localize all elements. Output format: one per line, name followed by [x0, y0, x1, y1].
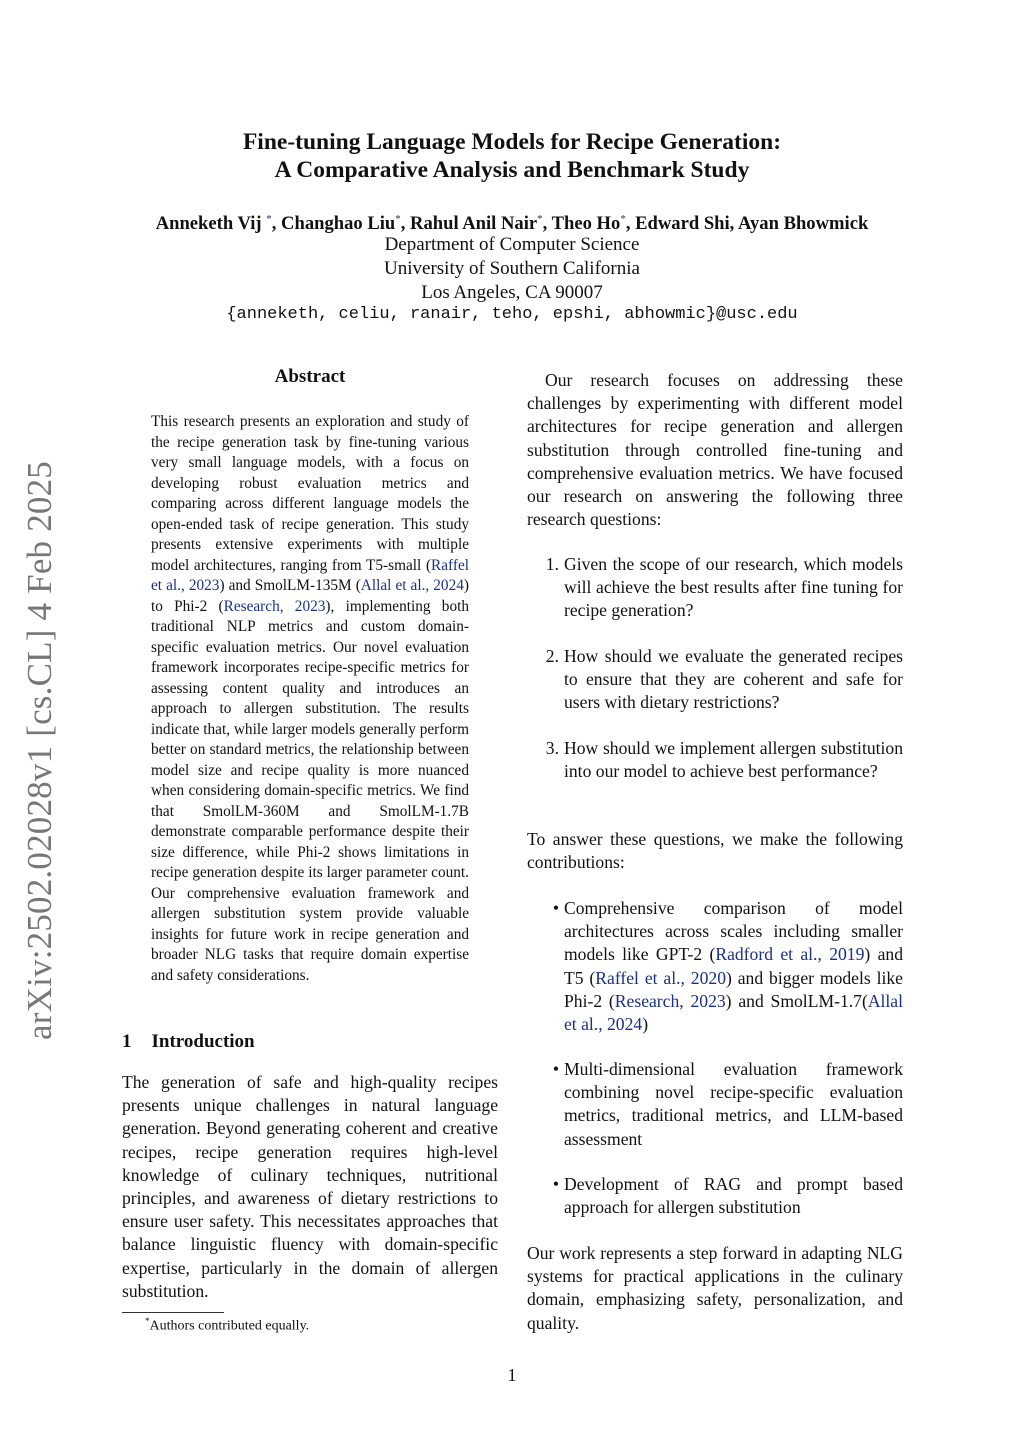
page-number: 1 [507, 1365, 517, 1385]
contribution-text [564, 897, 903, 1036]
footnote-text: Authors contributed equally. [149, 1318, 310, 1334]
author-names-rest: Edward Shi, Ayan Bhowmick [635, 213, 869, 235]
citation-link[interactable]: Research, 2023 [223, 597, 326, 615]
section-number: 1 [122, 1031, 132, 1052]
section-title: Introduction [151, 1031, 255, 1052]
arxiv-side-stamp: arXiv:2502.02028v1 [cs.CL] 4 Feb 2025 [20, 460, 59, 1040]
affiliation-department: Department of Computer Science [384, 234, 640, 255]
contribution-text-part: ) and bigger models like Phi-2 ( [564, 967, 903, 1011]
bullet-marker: • [552, 1174, 559, 1194]
equal-contribution-mark[interactable]: * [266, 213, 272, 225]
bullet-marker: • [552, 898, 559, 918]
research-question-item [527, 737, 903, 783]
author-name: Changhao Liu [281, 213, 396, 235]
contribution-text-part: ) [642, 1014, 649, 1035]
contribution-text: Multi-dimensional evaluation framework combining novel recipe-specific evaluation metrics, traditional metrics, and LLM-based assessment [564, 1059, 903, 1149]
abstract-text: ), implementing both traditional NLP metrics and custom domain-specific evaluation metrics. Our novel evaluation framework incorporates recipe-specific metrics for assessing content quality and introduces an approach to allergen substitution. The results indicate that, while larger models generally perform better on standard metrics, the relationship between model size and recipe quality is more nuanced when considering domain-specific metrics. We find that SmolLM-360M and SmolLM-1.7B demonstrate comparable performance despite their size difference, while Phi-2 shows limitations in recipe generation despite its larger parameter count. Our comprehensive evaluation framework and allergen substitution system provide valuable insights for future work in recipe generation and broader NLG tasks that require domain expertise and safety considerations. [151, 597, 469, 984]
contribution-text: Development of RAG and prompt based approach for allergen substitution [564, 1174, 903, 1218]
citation-link[interactable]: Research, 2023 [614, 990, 726, 1011]
closing-paragraph: Our work represents a step forward in adapting NLG systems for practical applications in the culinary domain, emphasizing safety, personalization, and quality. [527, 1243, 903, 1333]
abstract-text: ) and SmolLM-135M ( [219, 577, 361, 594]
equal-contribution-mark: * [620, 213, 626, 225]
research-question-text: How should we evaluate the generated recipes to ensure that they are coherent and safe for users with dietary restrictions? [564, 646, 903, 713]
footnote [145, 1316, 309, 1335]
contribution-text-part: ) and T5 ( [564, 944, 903, 988]
title-line-1: Fine-tuning Language Models for Recipe Generation: [242, 129, 782, 155]
abstract-heading: Abstract [274, 366, 346, 387]
research-question-text: Given the scope of our research, which models will achieve the best results after fine tuning for recipe generation? [564, 554, 903, 621]
contribution-bullet-item [527, 1173, 903, 1219]
research-focus-paragraph: Our research focuses on addressing these challenges by experimenting with different model architectures for recipe generation and allergen substitution through controlled fine-tuning and comprehensive evaluation metrics. We have focused our research on answering the following three research questions: [527, 370, 903, 530]
contribution-bullet-item [527, 897, 903, 1036]
footnote-mark: * [145, 1316, 150, 1326]
citation-link[interactable]: Raffel et al., 2020 [595, 967, 726, 988]
author-emails: {anneketh, celiu, ranair, teho, epshi, abhowmic}@usc.edu [226, 305, 798, 324]
author-name: Rahul Anil Nair [410, 213, 538, 235]
abstract-text: ) to Phi-2 ( [151, 577, 469, 615]
section-heading-introduction [122, 1031, 255, 1053]
author-name: Anneketh Vij [155, 213, 262, 235]
citation-link[interactable]: Radford et al., 2019 [715, 944, 865, 965]
contribution-bullet-item [527, 1058, 903, 1151]
citation-link[interactable]: Allal et al., 2024 [360, 577, 464, 594]
introduction-paragraph: The generation of safe and high-quality recipes presents unique challenges in natural language generation. Beyond generating coherent and creative recipes, recipe generation requires high-level knowledge of culinary techniques, nutritional principles, and awareness of dietary restrictions to ensure user safety. This necessitates approaches that balance linguistic fluency with domain-specific expertise, particularly in the domain of allergen substitution. [122, 1072, 498, 1301]
equal-contribution-mark: * [395, 213, 401, 225]
contributions-intro-paragraph: To answer these questions, we make the following contributions: [527, 829, 903, 873]
citation-link[interactable]: Raffel et al., 2023 [151, 556, 469, 594]
bullet-marker: • [552, 1059, 559, 1079]
paper-title [0, 128, 1024, 184]
affiliation-university: University of Southern California [384, 258, 640, 279]
contribution-text-part: ) and SmolLM-1.7( [725, 990, 868, 1011]
author-list: Anneketh Vij *, Changhao Liu*, Rahul Anil Nair*, Theo Ho*, Edward Shi, Ayan Bhowmick [155, 213, 869, 235]
contribution-text-part: Comprehensive comparison of model architectures across scales including smaller models like GPT-2 ( [564, 898, 903, 965]
citation-link[interactable]: Allal et al., 2024 [564, 990, 903, 1035]
research-question-item [527, 645, 903, 715]
list-number: 1. [545, 554, 559, 574]
research-question-item [527, 553, 903, 623]
abstract-text: This research presents an exploration and study of the recipe generation task by fine-tuning various very small language models, with a focus on developing robust evaluation metrics and comparing across different language models the open-ended task of recipe generation. This study presents extensive experiments with multiple model architectures, ranging from T5-small ( [151, 413, 469, 574]
author-name: Theo Ho [551, 213, 621, 235]
list-number: 3. [545, 738, 559, 758]
list-number: 2. [545, 646, 559, 666]
affiliation-city: Los Angeles, CA 90007 [421, 282, 603, 303]
footnote-divider [122, 1312, 224, 1313]
abstract-body [151, 412, 469, 986]
title-line-2: A Comparative Analysis and Benchmark Study [274, 157, 750, 183]
research-question-text: How should we implement allergen substitution into our model to achieve best performance? [564, 738, 903, 782]
equal-contribution-mark: * [537, 213, 543, 225]
